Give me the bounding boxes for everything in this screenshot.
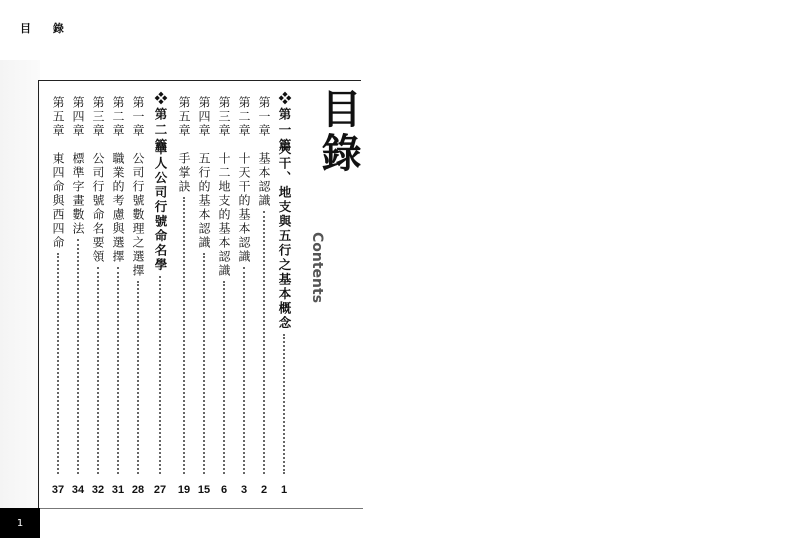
- chapter-label: 第二章: [111, 96, 125, 138]
- chapter-page: 31: [111, 484, 125, 496]
- chapter-title: 手掌訣: [176, 152, 192, 474]
- chapter-page: 6: [220, 484, 228, 496]
- leader-dots: [159, 276, 161, 475]
- chapter-title: 五行的基本認識: [196, 152, 212, 474]
- chapter-label: 第四章: [197, 96, 211, 138]
- part-1-label: ❖第一篇: [277, 92, 292, 154]
- part-2-page: 27: [153, 484, 167, 496]
- chapter-title: 標準字畫數法: [70, 152, 86, 474]
- leader-dots: [117, 267, 119, 474]
- leader-dots: [283, 334, 285, 475]
- leader-dots: [243, 267, 245, 474]
- leader-dots: [183, 197, 185, 474]
- frame-top-rule: [38, 80, 361, 81]
- leader-dots: [203, 253, 205, 474]
- frame-left-rule: [38, 80, 39, 508]
- part-1-title: 天干、地支與五行之基本概念: [276, 142, 292, 474]
- part-1-page: 1: [280, 484, 288, 496]
- chapter-page: 28: [131, 484, 145, 496]
- chapter-label: 第一章: [131, 96, 145, 138]
- chapter-title: 職業的考慮與選擇: [110, 152, 126, 474]
- chapter-label: 第五章: [51, 96, 65, 138]
- leader-dots: [77, 239, 79, 474]
- chapter-label: 第一章: [257, 96, 271, 138]
- part-2-title: 華人公司行號命名學: [152, 142, 168, 474]
- chapter-label: 第二章: [237, 96, 251, 138]
- chapter-title: 東四命與西四命: [50, 152, 66, 474]
- chapter-page: 3: [240, 484, 248, 496]
- chapter-page: 34: [71, 484, 85, 496]
- chapter-title: 公司行號數理之選擇: [130, 152, 146, 474]
- leader-dots: [263, 211, 265, 474]
- running-header: 目 錄: [20, 22, 73, 35]
- chapter-title: 十天干的基本認識: [236, 152, 252, 474]
- chapter-page: 37: [51, 484, 65, 496]
- chapter-page: 15: [197, 484, 211, 496]
- chapter-title: 基本認識: [256, 152, 272, 474]
- chapter-label: 第三章: [91, 96, 105, 138]
- chapter-label: 第五章: [177, 96, 191, 138]
- chapter-page: 2: [260, 484, 268, 496]
- contents-label: Contents: [309, 232, 325, 304]
- chapter-label: 第三章: [217, 96, 231, 138]
- chapter-label: 第四章: [71, 96, 85, 138]
- leader-dots: [97, 267, 99, 474]
- chapter-title: 十二地支的基本認識: [216, 152, 232, 474]
- bottom-rule: [38, 508, 363, 509]
- chapter-title: 公司行號命名要領: [90, 152, 106, 474]
- toc-title: 目錄: [315, 88, 362, 176]
- leader-dots: [223, 281, 225, 474]
- chapter-page: 32: [91, 484, 105, 496]
- page-gutter: [0, 60, 40, 510]
- leader-dots: [137, 281, 139, 474]
- page-number: 1: [0, 508, 40, 538]
- chapter-page: 19: [177, 484, 191, 496]
- part-2-label: ❖第二篇: [153, 92, 168, 154]
- leader-dots: [57, 253, 59, 474]
